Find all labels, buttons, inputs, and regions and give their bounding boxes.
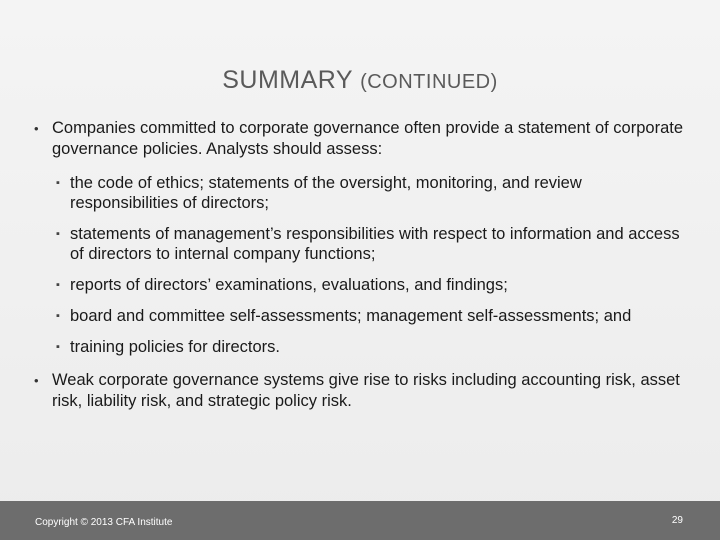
footer-bar — [0, 501, 720, 540]
sub-bullet-text: statements of management’s responsibilities with respect to information and access of directors to internal company functions; — [70, 225, 680, 263]
bullet-text: Weak corporate governance systems give rise to risks including accounting risk, asset risk, liability risk, and strategic policy risk. — [52, 371, 680, 410]
sub-bullet-text: reports of directors’ examinations, evaluations, and findings; — [70, 276, 508, 294]
bullet-item — [34, 370, 694, 412]
sub-bullet-text: training policies for directors. — [70, 338, 281, 356]
slide-title-main: SUMMARY — [222, 66, 353, 94]
bullet-glyph: • — [34, 121, 39, 136]
bullet-glyph: • — [34, 373, 39, 388]
sub-bullet-glyph: ▪ — [56, 228, 60, 240]
slide-title-sub: (CONTINUED) — [360, 71, 498, 93]
sub-bullet-item — [56, 275, 694, 295]
sub-bullet-text: the code of ethics; statements of the oversight, monitoring, and review responsibilities of directors; — [70, 174, 582, 212]
slide-content — [34, 118, 694, 425]
slide-title — [0, 66, 720, 95]
bullet-text: Companies committed to corporate governance often provide a statement of corporate governance policies. Analysts should assess: — [52, 119, 684, 158]
sub-bullet-glyph: ▪ — [56, 310, 60, 322]
copyright-text: Copyright © 2013 CFA Institute — [35, 517, 173, 528]
page-number: 29 — [671, 515, 683, 526]
sub-bullet-glyph: ▪ — [56, 279, 60, 291]
sub-bullet-text: board and committee self-assessments; management self-assessments; and — [70, 307, 632, 325]
sub-bullet-glyph: ▪ — [56, 177, 60, 189]
sub-bullet-list — [56, 173, 694, 357]
sub-bullet-item — [56, 306, 694, 326]
sub-bullet-glyph: ▪ — [56, 341, 60, 353]
sub-bullet-item — [56, 224, 694, 264]
sub-bullet-item — [56, 337, 694, 357]
sub-bullet-item — [56, 173, 694, 213]
bullet-item — [34, 118, 694, 357]
